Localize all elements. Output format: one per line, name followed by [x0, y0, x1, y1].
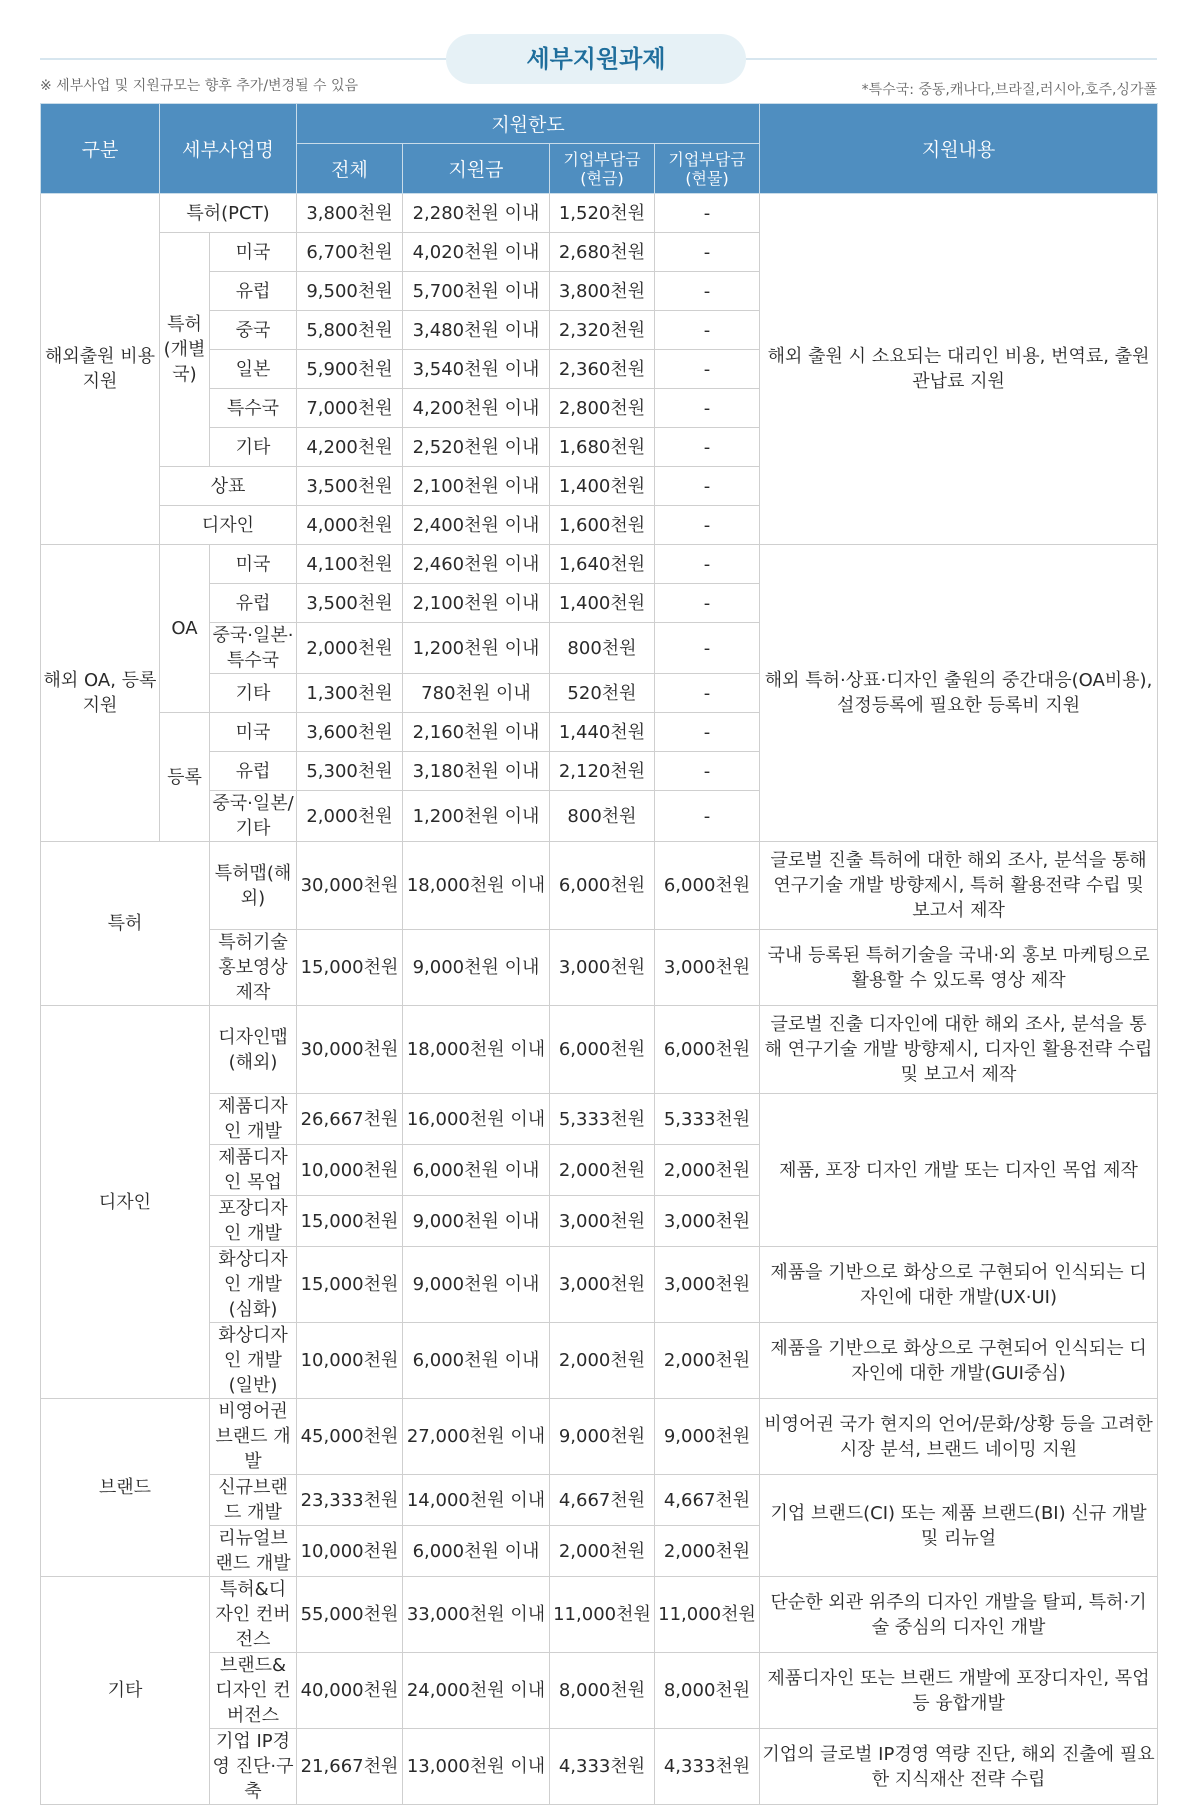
cell-grant: 5,700천원 이내 — [403, 272, 550, 311]
cell-grant: 14,000천원 이내 — [403, 1475, 550, 1526]
cell-grant: 6,000천원 이내 — [403, 1526, 550, 1577]
cell-kind: 4,333천원 — [655, 1729, 760, 1805]
cell-cash: 8,000천원 — [550, 1653, 655, 1729]
project-cell: 미국 — [210, 713, 297, 752]
cell-grant: 2,460천원 이내 — [403, 545, 550, 584]
cell-total: 5,300천원 — [297, 752, 403, 791]
cell-kind: 2,000천원 — [655, 1323, 760, 1399]
cell-cash: 1,680천원 — [550, 428, 655, 467]
cell-total: 4,000천원 — [297, 506, 403, 545]
project-cell: 브랜드&디자인 컨버전스 — [210, 1653, 297, 1729]
support-table — [40, 103, 1158, 1805]
cell-kind: 6,000천원 — [655, 1006, 760, 1094]
table-row — [41, 842, 1158, 930]
project-cell: 상표 — [160, 467, 297, 506]
description-cell: 기업 브랜드(CI) 또는 제품 브랜드(BI) 신규 개발 및 리뉴얼 — [760, 1475, 1158, 1577]
description-cell: 기업의 글로벌 IP경영 역량 진단, 해외 진출에 필요한 지식재산 전략 수립 — [760, 1729, 1158, 1805]
group-cell: 해외 OA, 등록 지원 — [41, 545, 160, 842]
project-cell: 일본 — [210, 350, 297, 389]
cell-kind: - — [655, 584, 760, 623]
group-cell: 기타 — [41, 1577, 210, 1805]
cell-total: 23,333천원 — [297, 1475, 403, 1526]
cell-kind: - — [655, 467, 760, 506]
table-row — [41, 1577, 1158, 1653]
cell-grant: 27,000천원 이내 — [403, 1399, 550, 1475]
note-left: ※ 세부사업 및 지원규모는 향후 추가/변경될 수 있음 — [40, 78, 359, 94]
cell-cash: 1,400천원 — [550, 467, 655, 506]
cell-grant: 4,200천원 이내 — [403, 389, 550, 428]
cell-total: 4,100천원 — [297, 545, 403, 584]
note-right: *특수국: 중동,캐나다,브라질,러시아,호주,싱가폴 — [861, 82, 1157, 98]
header-total: 전체 — [297, 144, 403, 194]
cell-kind: - — [655, 752, 760, 791]
cell-grant: 9,000천원 이내 — [403, 1247, 550, 1323]
cell-grant: 2,100천원 이내 — [403, 584, 550, 623]
cell-kind: - — [655, 350, 760, 389]
description-cell: 해외 출원 시 소요되는 대리인 비용, 번역료, 출원 관납료 지원 — [760, 194, 1158, 545]
cell-cash: 3,000천원 — [550, 1247, 655, 1323]
cell-kind: 3,000천원 — [655, 1247, 760, 1323]
cell-grant: 18,000천원 이내 — [403, 842, 550, 930]
cell-kind: 6,000천원 — [655, 842, 760, 930]
cell-grant: 9,000천원 이내 — [403, 1196, 550, 1247]
cell-kind: 2,000천원 — [655, 1145, 760, 1196]
cell-total: 10,000천원 — [297, 1145, 403, 1196]
sub-group-cell: 등록 — [160, 713, 210, 842]
cell-cash: 9,000천원 — [550, 1399, 655, 1475]
cell-cash: 1,400천원 — [550, 584, 655, 623]
group-cell: 특허 — [41, 842, 210, 1006]
cell-total: 45,000천원 — [297, 1399, 403, 1475]
cell-cash: 2,120천원 — [550, 752, 655, 791]
header-limit: 지원한도 — [297, 104, 760, 144]
project-cell: 디자인 — [160, 506, 297, 545]
header-category: 구분 — [41, 104, 160, 194]
table-row — [41, 545, 1158, 584]
cell-total: 3,500천원 — [297, 467, 403, 506]
cell-cash: 5,333천원 — [550, 1094, 655, 1145]
cell-cash: 800천원 — [550, 623, 655, 674]
header-project: 세부사업명 — [160, 104, 297, 194]
cell-grant: 3,180천원 이내 — [403, 752, 550, 791]
cell-grant: 2,520천원 이내 — [403, 428, 550, 467]
description-cell: 제품, 포장 디자인 개발 또는 디자인 목업 제작 — [760, 1094, 1158, 1247]
project-cell: 기타 — [210, 674, 297, 713]
cell-cash: 2,320천원 — [550, 311, 655, 350]
cell-kind: 11,000천원 — [655, 1577, 760, 1653]
project-cell: 유럽 — [210, 272, 297, 311]
project-cell: 중국 — [210, 311, 297, 350]
cell-kind: - — [655, 713, 760, 752]
cell-cash: 2,800천원 — [550, 389, 655, 428]
project-cell: 특허(PCT) — [160, 194, 297, 233]
project-cell: 미국 — [210, 233, 297, 272]
project-cell: 기업 IP경영 진단·구축 — [210, 1729, 297, 1805]
cell-kind: 3,000천원 — [655, 1196, 760, 1247]
cell-total: 15,000천원 — [297, 930, 403, 1006]
cell-grant: 6,000천원 이내 — [403, 1323, 550, 1399]
cell-total: 15,000천원 — [297, 1196, 403, 1247]
project-cell: 디자인맵(해외) — [210, 1006, 297, 1094]
project-cell: 특수국 — [210, 389, 297, 428]
cell-cash: 1,440천원 — [550, 713, 655, 752]
cell-grant: 2,100천원 이내 — [403, 467, 550, 506]
description-cell: 단순한 외관 위주의 디자인 개발을 탈피, 특허·기술 중심의 디자인 개발 — [760, 1577, 1158, 1653]
cell-cash: 4,667천원 — [550, 1475, 655, 1526]
cell-cash: 1,520천원 — [550, 194, 655, 233]
cell-cash: 11,000천원 — [550, 1577, 655, 1653]
table-row — [41, 1399, 1158, 1475]
cell-grant: 9,000천원 이내 — [403, 930, 550, 1006]
header-kind: 기업부담금 (현물) — [655, 144, 760, 194]
cell-grant: 18,000천원 이내 — [403, 1006, 550, 1094]
project-cell: 화상디자인 개발(일반) — [210, 1323, 297, 1399]
description-cell: 비영어권 국가 현지의 언어/문화/상황 등을 고려한 시장 분석, 브랜드 네이밍 지원 — [760, 1399, 1158, 1475]
cell-total: 26,667천원 — [297, 1094, 403, 1145]
cell-total: 21,667천원 — [297, 1729, 403, 1805]
cell-grant: 2,160천원 이내 — [403, 713, 550, 752]
description-cell: 제품을 기반으로 화상으로 구현되어 인식되는 디자인에 대한 개발(GUI중심) — [760, 1323, 1158, 1399]
cell-total: 5,800천원 — [297, 311, 403, 350]
cell-kind: - — [655, 272, 760, 311]
cell-grant: 16,000천원 이내 — [403, 1094, 550, 1145]
project-cell: 중국·일본·특수국 — [210, 623, 297, 674]
cell-total: 9,500천원 — [297, 272, 403, 311]
cell-cash: 2,680천원 — [550, 233, 655, 272]
cell-total: 3,800천원 — [297, 194, 403, 233]
cell-total: 7,000천원 — [297, 389, 403, 428]
cell-total: 6,700천원 — [297, 233, 403, 272]
header-cash: 기업부담금 (현금) — [550, 144, 655, 194]
cell-kind: - — [655, 233, 760, 272]
project-cell: 기타 — [210, 428, 297, 467]
cell-kind: - — [655, 428, 760, 467]
cell-total: 3,600천원 — [297, 713, 403, 752]
cell-kind: - — [655, 194, 760, 233]
page-title: 세부지원과제 — [446, 34, 746, 84]
cell-kind: 2,000천원 — [655, 1526, 760, 1577]
cell-total: 1,300천원 — [297, 674, 403, 713]
cell-cash: 2,000천원 — [550, 1526, 655, 1577]
cell-cash: 2,000천원 — [550, 1145, 655, 1196]
cell-total: 55,000천원 — [297, 1577, 403, 1653]
project-cell: 비영어권 브랜드 개발 — [210, 1399, 297, 1475]
cell-total: 15,000천원 — [297, 1247, 403, 1323]
project-cell: 특허맵(해외) — [210, 842, 297, 930]
cell-total: 5,900천원 — [297, 350, 403, 389]
cell-grant: 780천원 이내 — [403, 674, 550, 713]
project-cell: 포장디자인 개발 — [210, 1196, 297, 1247]
cell-cash: 800천원 — [550, 791, 655, 842]
table-row — [41, 194, 1158, 233]
project-cell: 중국·일본/기타 — [210, 791, 297, 842]
description-cell: 글로벌 진출 특허에 대한 해외 조사, 분석을 통해 연구기술 개발 방향제시, 특허 활용전략 수립 및 보고서 제작 — [760, 842, 1158, 930]
cell-kind: - — [655, 623, 760, 674]
project-cell: 특허&디자인 컨버전스 — [210, 1577, 297, 1653]
cell-kind: 4,667천원 — [655, 1475, 760, 1526]
cell-cash: 4,333천원 — [550, 1729, 655, 1805]
cell-total: 10,000천원 — [297, 1323, 403, 1399]
header-desc: 지원내용 — [760, 104, 1158, 194]
project-cell: 유럽 — [210, 584, 297, 623]
cell-cash: 1,640천원 — [550, 545, 655, 584]
project-cell: 신규브랜드 개발 — [210, 1475, 297, 1526]
description-cell: 제품을 기반으로 화상으로 구현되어 인식되는 디자인에 대한 개발(UX·UI) — [760, 1247, 1158, 1323]
cell-grant: 6,000천원 이내 — [403, 1145, 550, 1196]
project-cell: 제품디자인 개발 — [210, 1094, 297, 1145]
cell-cash: 2,000천원 — [550, 1323, 655, 1399]
cell-kind: 8,000천원 — [655, 1653, 760, 1729]
cell-kind: 3,000천원 — [655, 930, 760, 1006]
cell-kind: - — [655, 791, 760, 842]
cell-grant: 3,540천원 이내 — [403, 350, 550, 389]
project-cell: 미국 — [210, 545, 297, 584]
project-cell: 제품디자인 목업 — [210, 1145, 297, 1196]
cell-total: 2,000천원 — [297, 623, 403, 674]
cell-total: 4,200천원 — [297, 428, 403, 467]
cell-kind: 5,333천원 — [655, 1094, 760, 1145]
cell-kind: - — [655, 389, 760, 428]
cell-cash: 6,000천원 — [550, 842, 655, 930]
description-cell: 국내 등록된 특허기술을 국내·외 홍보 마케팅으로 활용할 수 있도록 영상 제작 — [760, 930, 1158, 1006]
sub-group-cell: OA — [160, 545, 210, 713]
project-cell: 유럽 — [210, 752, 297, 791]
group-cell: 브랜드 — [41, 1399, 210, 1577]
cell-cash: 520천원 — [550, 674, 655, 713]
cell-total: 40,000천원 — [297, 1653, 403, 1729]
cell-total: 30,000천원 — [297, 1006, 403, 1094]
cell-cash: 3,000천원 — [550, 930, 655, 1006]
cell-cash: 1,600천원 — [550, 506, 655, 545]
cell-total: 30,000천원 — [297, 842, 403, 930]
description-cell: 해외 특허·상표·디자인 출원의 중간대응(OA비용), 설정등록에 필요한 등록비 지원 — [760, 545, 1158, 842]
header-grant: 지원금 — [403, 144, 550, 194]
cell-grant: 13,000천원 이내 — [403, 1729, 550, 1805]
cell-grant: 2,400천원 이내 — [403, 506, 550, 545]
cell-cash: 3,000천원 — [550, 1196, 655, 1247]
project-cell: 특허기술 홍보영상제작 — [210, 930, 297, 1006]
cell-cash: 2,360천원 — [550, 350, 655, 389]
group-cell: 해외출원 비용지원 — [41, 194, 160, 545]
cell-grant: 33,000천원 이내 — [403, 1577, 550, 1653]
group-cell: 디자인 — [41, 1006, 210, 1399]
cell-grant: 1,200천원 이내 — [403, 791, 550, 842]
cell-grant: 4,020천원 이내 — [403, 233, 550, 272]
description-cell: 제품디자인 또는 브랜드 개발에 포장디자인, 목업 등 융합개발 — [760, 1653, 1158, 1729]
project-cell: 리뉴얼브랜드 개발 — [210, 1526, 297, 1577]
cell-total: 3,500천원 — [297, 584, 403, 623]
cell-grant: 3,480천원 이내 — [403, 311, 550, 350]
cell-cash: 3,800천원 — [550, 272, 655, 311]
cell-kind: - — [655, 545, 760, 584]
project-cell: 화상디자인 개발(심화) — [210, 1247, 297, 1323]
cell-kind: - — [655, 674, 760, 713]
cell-grant: 1,200천원 이내 — [403, 623, 550, 674]
cell-kind: 9,000천원 — [655, 1399, 760, 1475]
cell-grant: 24,000천원 이내 — [403, 1653, 550, 1729]
sub-group-cell: 특허 (개별국) — [160, 233, 210, 467]
cell-cash: 6,000천원 — [550, 1006, 655, 1094]
table-row — [41, 1006, 1158, 1094]
cell-kind: - — [655, 311, 760, 350]
cell-total: 10,000천원 — [297, 1526, 403, 1577]
cell-total: 2,000천원 — [297, 791, 403, 842]
description-cell: 글로벌 진출 디자인에 대한 해외 조사, 분석을 통해 연구기술 개발 방향제시, 디자인 활용전략 수립 및 보고서 제작 — [760, 1006, 1158, 1094]
cell-grant: 2,280천원 이내 — [403, 194, 550, 233]
cell-kind: - — [655, 506, 760, 545]
